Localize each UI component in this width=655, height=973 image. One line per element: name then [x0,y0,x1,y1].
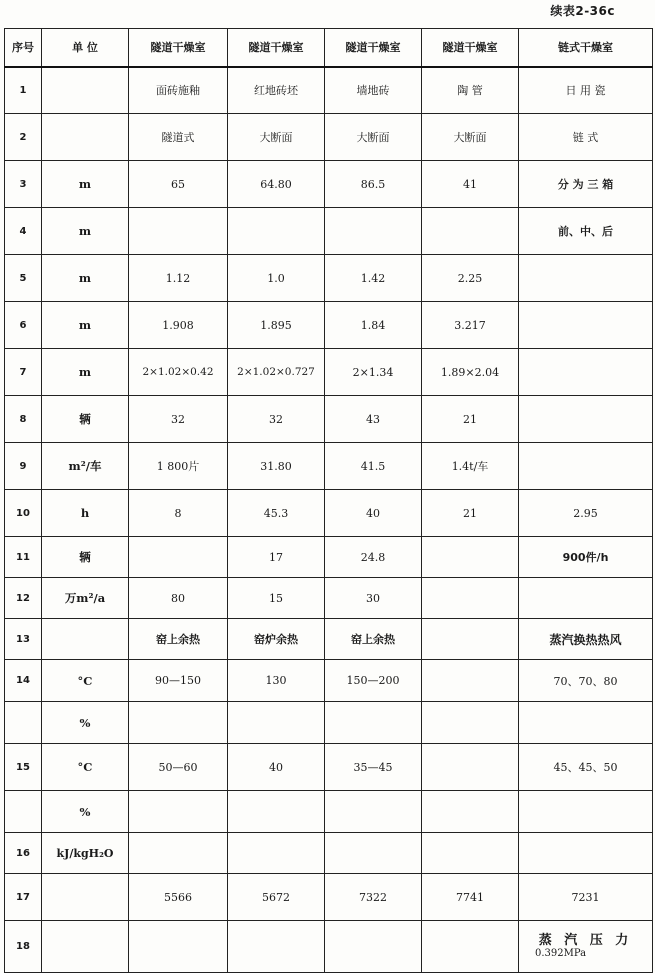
cell-unit [42,114,129,161]
cell [129,791,228,833]
cell-seq: 6 [5,302,42,349]
cell: 2.25 [422,255,519,302]
cell-unit: m [42,208,129,255]
cell: 64.80 [228,161,325,208]
cell [129,208,228,255]
cell [519,302,653,349]
cell-seq: 8 [5,396,42,443]
table-row [5,791,653,833]
cell: 隧道式 [129,114,228,161]
cell: 窑炉余热 [228,619,325,660]
cell [519,349,653,396]
cell: 40 [325,490,422,537]
cell: 15 [228,578,325,619]
cell: 大断面 [325,114,422,161]
cell: 3.217 [422,302,519,349]
cell [422,744,519,791]
cell-seq: 4 [5,208,42,255]
table-row [5,208,653,255]
cell [519,791,653,833]
cell-unit: m [42,302,129,349]
cell: 31.80 [228,443,325,490]
cell-unit: °C [42,660,129,702]
cell-seq: 16 [5,833,42,874]
cell: 50—60 [129,744,228,791]
cell: 30 [325,578,422,619]
cell-unit [42,874,129,921]
cell-seq: 12 [5,578,42,619]
cell-seq: 9 [5,443,42,490]
cell: 1.42 [325,255,422,302]
table-row [5,874,653,921]
cell [325,702,422,744]
cell: 红地砖坯 [228,67,325,114]
table-row [5,114,653,161]
cell: 前、中、后 [519,208,653,255]
cell: 1.908 [129,302,228,349]
header-col1: 隧道干燥室 [129,29,228,67]
cell: 80 [129,578,228,619]
table-row [5,349,653,396]
cell-unit: °C [42,744,129,791]
cell [422,791,519,833]
cell [422,537,519,578]
cell: 日 用 瓷 [519,67,653,114]
table-row [5,833,653,874]
cell: 5672 [228,874,325,921]
cell: 窑上余热 [325,619,422,660]
cell [129,833,228,874]
cell: 35—45 [325,744,422,791]
cell [325,921,422,973]
header-seq: 序号 [5,29,42,67]
header-row [5,29,653,67]
cell [129,537,228,578]
header-col3: 隧道干燥室 [325,29,422,67]
cell-unit: kJ/kgH₂O [42,833,129,874]
cell: 大断面 [228,114,325,161]
cell-unit: h [42,490,129,537]
cell: 1.895 [228,302,325,349]
table-row [5,744,653,791]
cell-unit: m²/车 [42,443,129,490]
cell: 150—200 [325,660,422,702]
cell [422,921,519,973]
cell-unit: 辆 [42,396,129,443]
header-unit: 单 位 [42,29,129,67]
cell: 45.3 [228,490,325,537]
cell: 1.12 [129,255,228,302]
header-col5: 链式干燥室 [519,29,653,67]
table-row [5,660,653,702]
cell: 1 800片 [129,443,228,490]
cell: 70、70、80 [519,660,653,702]
cell-seq: 5 [5,255,42,302]
cell: 2.95 [519,490,653,537]
header-col4: 隧道干燥室 [422,29,519,67]
cell-seq: 3 [5,161,42,208]
cell-unit: m [42,349,129,396]
cell: 2×1.34 [325,349,422,396]
cell: 陶 管 [422,67,519,114]
cell-seq: 10 [5,490,42,537]
cell: 90—150 [129,660,228,702]
cell-steam-pressure [519,921,653,973]
cell [129,702,228,744]
cell-unit [42,921,129,973]
steam-pressure-label: 蒸 汽 压 力 [538,933,633,948]
cell-seq: 17 [5,874,42,921]
table-row [5,537,653,578]
cell-unit [42,67,129,114]
cell [519,255,653,302]
cell [519,702,653,744]
cell [519,443,653,490]
cell: 7322 [325,874,422,921]
cell: 21 [422,396,519,443]
cell [519,396,653,443]
cell-unit: m [42,255,129,302]
cell: 130 [228,660,325,702]
cell [228,833,325,874]
cell-seq: 11 [5,537,42,578]
cell: 1.84 [325,302,422,349]
cell [228,702,325,744]
cell [325,208,422,255]
cell-unit: % [42,702,129,744]
cell [422,833,519,874]
cell [325,791,422,833]
cell: 1.0 [228,255,325,302]
cell [422,619,519,660]
cell-seq: 13 [5,619,42,660]
cell-unit [42,619,129,660]
cell: 2×1.02×0.42 [129,349,228,396]
steam-pressure-value: 0.392MPa [535,948,587,959]
table-row [5,921,653,973]
cell [422,208,519,255]
cell: 17 [228,537,325,578]
table-row [5,702,653,744]
cell-unit: 万m²/a [42,578,129,619]
cell: 41 [422,161,519,208]
cell: 45、45、50 [519,744,653,791]
data-table [4,28,653,973]
table-row [5,396,653,443]
cell: 65 [129,161,228,208]
cell: 分 为 三 箱 [519,161,653,208]
cell: 21 [422,490,519,537]
cell-seq: 18 [5,921,42,973]
cell-unit: % [42,791,129,833]
cell-seq: 14 [5,660,42,702]
cell [422,578,519,619]
cell: 900件/h [519,537,653,578]
cell: 蒸汽换热热风 [519,619,653,660]
cell-seq: 1 [5,67,42,114]
cell-seq: 7 [5,349,42,396]
table-row [5,67,653,114]
cell: 窑上余热 [129,619,228,660]
cell [129,921,228,973]
cell-seq [5,702,42,744]
header-col2: 隧道干燥室 [228,29,325,67]
cell [325,833,422,874]
cell: 43 [325,396,422,443]
cell [228,921,325,973]
cell: 40 [228,744,325,791]
cell-seq [5,791,42,833]
cell-seq: 15 [5,744,42,791]
table-row [5,443,653,490]
table-caption: 续表2-36c [550,4,615,18]
cell: 32 [228,396,325,443]
cell: 墙地砖 [325,67,422,114]
cell-seq: 2 [5,114,42,161]
cell: 41.5 [325,443,422,490]
cell: 32 [129,396,228,443]
cell: 5566 [129,874,228,921]
cell [519,833,653,874]
table-row [5,255,653,302]
cell: 7231 [519,874,653,921]
cell: 86.5 [325,161,422,208]
cell: 1.4t/车 [422,443,519,490]
cell-unit: 辆 [42,537,129,578]
cell: 7741 [422,874,519,921]
cell-unit: m [42,161,129,208]
table-row [5,161,653,208]
table-row [5,619,653,660]
cell: 链 式 [519,114,653,161]
cell: 2×1.02×0.727 [228,349,325,396]
cell: 1.89×2.04 [422,349,519,396]
cell: 大断面 [422,114,519,161]
table-row [5,578,653,619]
cell [519,578,653,619]
cell [228,791,325,833]
cell [228,208,325,255]
cell: 8 [129,490,228,537]
cell: 面砖施釉 [129,67,228,114]
table-row [5,490,653,537]
cell [422,660,519,702]
cell: 24.8 [325,537,422,578]
table-row [5,302,653,349]
cell [422,702,519,744]
